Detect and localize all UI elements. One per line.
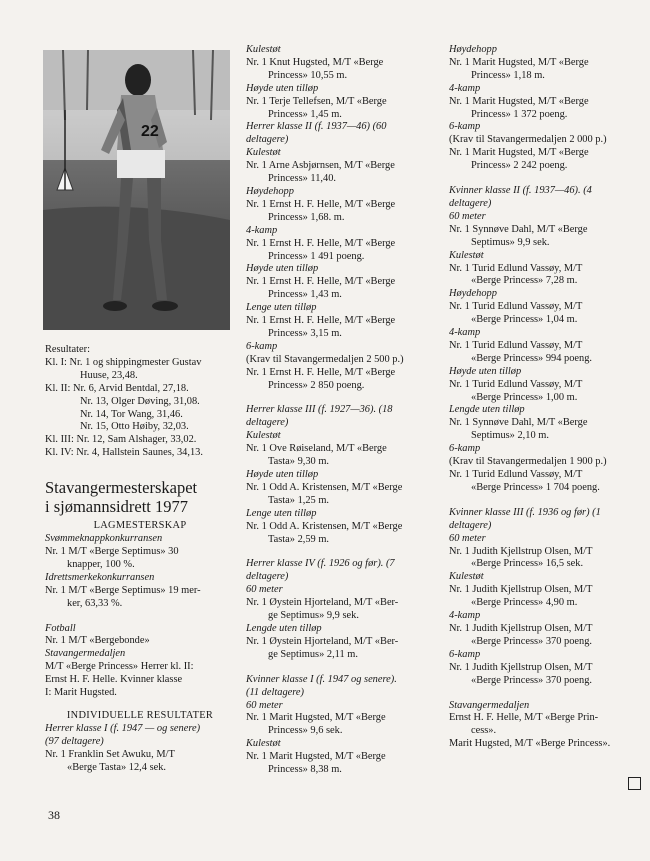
event-heading: Svømmeknappkonkurransen [45,533,163,545]
result-line: Nr. 1 Ernst H. F. Helle, M/T «Berge [246,237,396,249]
page-title [45,478,235,516]
result-line: Princess» 3,15 m. [268,327,342,339]
result-line: Nr. 1 Odd A. Kristensen, M/T «Berge [246,520,403,532]
spacer [449,173,642,185]
result-line: «Berge Princess» 7,28 m. [471,275,578,287]
event-heading: Kulestøt [246,147,281,159]
event-heading: 6-kamp [449,443,481,455]
result-line: I: Marit Hugsted. [45,687,117,699]
event-heading: Lenge uten tilløp [246,302,317,314]
result-line: Nr. 1 Ernst H. F. Helle, M/T «Berge [246,366,396,378]
event-heading: Kulestøt [246,430,281,442]
event-heading: Lenge uten tilløp [246,507,317,519]
event-heading: Stavangermedaljen [449,699,530,711]
spacer [449,495,642,507]
result-line: Princess» 1,43 m. [268,289,342,301]
result-line: Nr. 1 Judith Kjellstrup Olsen, M/T [449,661,593,673]
event-heading: (97 deltagere) [45,735,104,747]
title-line-2: i sjømannsidrett 1977 [45,497,188,517]
column-3 [449,44,642,751]
result-line: Princess» 1,45 m. [268,108,342,120]
result-entry: Kl. II: Nr. 6, Arvid Bentdal, 27,18. [45,382,189,394]
event-heading: 4-kamp [246,224,278,236]
result-line: Nr. 1 Øystein Hjorteland, M/T «Ber- [246,635,399,647]
result-line: Nr. 1 Turid Edlund Vassøy, M/T [449,301,583,313]
result-line: Ernst H. F. Helle, M/T «Berge Prin- [449,712,599,724]
page-number: 38 [48,808,60,822]
result-entry: Kl. III: Nr. 12, Sam Alshager, 33,02. [45,434,197,446]
result-line: cess». [471,725,497,737]
event-heading: Kulestøt [246,44,281,55]
spacer [246,392,438,404]
event-heading: 4-kamp [449,610,481,622]
result-line: Princess» 1 491 poeng. [268,250,365,262]
event-heading: 60 meter [246,584,283,596]
result-line: Nr. 1 Knut Hugsted, M/T «Berge [246,56,384,68]
result-line: Nr. 1 Marit Hugsted, M/T «Berge [449,95,589,107]
result-line: Nr. 1 Turid Edlund Vassøy, M/T [449,262,583,274]
event-heading: Kvinner klasse I (f. 1947 og senere). [246,673,397,685]
event-heading: deltagere) [449,197,492,209]
result-entry: Nr. 14, Tor Wang, 31,46. [80,408,183,420]
result-line: «Berge Tasta» 12,4 sek. [67,761,167,773]
result-line: Nr. 1 Franklin Set Awuku, M/T [45,748,175,760]
result-line: Nr. 1 Odd A. Kristensen, M/T «Berge [246,481,403,493]
result-line: Nr. 1 Marit Hugsted, M/T «Berge [449,147,589,159]
result-line: Nr. 1 Turid Edlund Vassøy, M/T [449,378,583,390]
result-line: Nr. 1 M/T «Berge Septimus» 30 [45,545,179,557]
event-heading: 6-kamp [449,648,481,660]
result-line: «Berge Princess» 4,90 m. [471,597,578,609]
event-heading: Herrer klasse II (f. 1937—46) (60 [246,121,387,133]
event-heading: 60 meter [246,699,283,711]
result-line: «Berge Princess» 1,04 m. [471,314,578,326]
result-line: «Berge Princess» 1,00 m. [471,391,578,403]
result-line: Nr. 1 Judith Kjellstrup Olsen, M/T [449,584,593,596]
result-line: Princess» 10,55 m. [268,69,348,81]
spacer [246,546,438,558]
results-list [45,357,235,460]
result-line: Nr. 1 Turid Edlund Vassøy, M/T [449,469,583,480]
event-heading: Kvinner klasse II (f. 1937—46). (4 [449,185,592,197]
result-line: Nr. 1 Ernst H. F. Helle, M/T «Berge [246,315,396,327]
result-line: Nr. 1 Ove Røiseland, M/T «Berge [246,443,387,455]
result-line: Nr. 1 Judith Kjellstrup Olsen, M/T [449,545,593,557]
event-heading: Kulestøt [449,249,484,261]
event-heading: Høyde uten tilløp [246,469,319,480]
result-line: Princess» 9,6 sek. [268,725,343,737]
result-entry: Kl. IV: Nr. 4, Hallstein Saunes, 34,13. [45,447,203,459]
event-heading: 60 meter [449,210,486,222]
result-line: Nr. 1 Synnøve Dahl, M/T «Berge [449,417,588,429]
result-line: Nr. 1 Marit Hugsted, M/T «Berge [246,712,386,724]
event-heading: Kulestøt [449,571,484,583]
runner-photo [43,50,230,330]
result-line: Nr. 1 Ernst H. F. Helle, M/T «Berge [246,198,396,210]
result-line: Septimus» 9,9 sek. [471,236,550,248]
section-heading-individuelle: INDIVIDUELLE RESULTATER [66,709,214,721]
title-line-1: Stavangermesterskapet [45,478,198,498]
event-heading: Høyde uten tilløp [246,82,319,94]
result-line: «Berge Princess» 1 704 poeng. [471,481,600,493]
event-heading: Herrer klasse I (f. 1947 — og senere) [45,722,201,734]
section-heading-lagmesterskap: LAGMESTERSKAP [93,520,187,532]
result-line: ge Septimus» 9,9 sek. [268,610,359,622]
event-heading: Herrer klasse III (f. 1927—36). (18 [246,404,393,416]
result-line: Princess» 8,38 m. [268,764,342,776]
result-line: «Berge Princess» 370 poeng. [471,635,593,647]
event-heading: deltagere) [246,571,289,583]
result-line: Tasta» 2,59 m. [268,533,330,545]
result-line: Nr. 1 Arne Asbjørnsen, M/T «Berge [246,160,395,172]
event-heading: Stavangermedaljen [45,648,126,660]
result-line: Nr. 1 Judith Kjellstrup Olsen, M/T [449,622,593,634]
spacer [449,688,642,700]
column-2 [246,44,438,777]
result-line: Nr. 1 Marit Hugsted, M/T «Berge [449,56,589,68]
result-line: Tasta» 1,25 m. [268,494,330,506]
result-entry: Nr. 13, Olger Døving, 31,08. [80,395,200,407]
event-heading: Kvinner klasse III (f. 1936 og før) (1 [449,506,601,518]
column-1 [45,344,235,774]
event-heading: deltagere) [246,417,289,429]
event-heading: Lengde uten tilløp [449,404,525,416]
event-heading: Høydehopp [246,185,294,197]
result-entry: Kl. I: Nr. 1 og shippingmester Gustav [45,356,202,368]
result-line: ker, 63,33 %. [67,597,123,609]
result-line: Nr. 1 Turid Edlund Vassøy, M/T [449,339,583,351]
result-line: (Krav til Stavangermedaljen 1 900 p.) [449,456,607,468]
event-heading: Kulestøt [246,738,281,750]
result-entry: Huuse, 23,48. [80,369,138,381]
individuelle-block [45,723,235,775]
event-heading: Fotball [45,622,76,634]
result-line: knapper, 100 %. [67,558,135,570]
event-heading: Høydehopp [449,288,497,300]
result-line: Princess» 1 372 poeng. [471,108,568,120]
result-line: «Berge Princess» 370 poeng. [471,674,593,686]
result-line: Nr. 1 Marit Hugsted, M/T «Berge [246,751,386,763]
result-line: ge Septimus» 2,11 m. [268,648,358,660]
event-heading: 6-kamp [246,340,278,352]
event-heading: 4-kamp [449,327,481,339]
result-line: Nr. 1 M/T «Berge Septimus» 19 mer- [45,584,201,596]
event-heading: Høyde uten tilløp [246,263,319,275]
lagmesterskap-block [45,533,235,700]
event-heading: Idrettsmerkekonkurransen [45,571,155,583]
event-heading: Lengde uten tilløp [246,622,322,634]
result-line: Nr. 1 Terje Tellefsen, M/T «Berge [246,95,387,107]
event-heading: 4-kamp [449,82,481,94]
result-line: Princess» 1,18 m. [471,69,545,81]
event-heading: (11 deltagere) [246,686,304,698]
result-entry: Nr. 15, Otto Høiby, 32,03. [80,421,189,433]
result-line: «Berge Princess» 994 poeng. [471,352,593,364]
result-line: Princess» 11,40. [268,173,337,185]
end-of-article-box [628,777,641,790]
event-heading: Høyde uten tilløp [449,365,522,377]
event-heading: deltagere) [449,519,492,531]
result-line: (Krav til Stavangermedaljen 2 500 p.) [246,353,404,365]
result-line: Nr. 1 Øystein Hjorteland, M/T «Ber- [246,597,399,609]
result-line: Ernst H. F. Helle. Kvinner klasse [45,674,183,686]
result-line: Nr. 1 Synnøve Dahl, M/T «Berge [449,223,588,235]
event-heading: 60 meter [449,532,486,544]
event-heading: 6-kamp [449,121,481,133]
event-heading: deltagere) [246,134,289,146]
result-line: Princess» 2 850 poeng. [268,379,365,391]
event-heading: Herrer klasse IV (f. 1926 og før). (7 [246,558,395,570]
result-line: Septimus» 2,10 m. [471,430,549,442]
bib-number: 22 [141,123,159,140]
spacer [45,611,235,623]
results-heading: Resultater: [45,344,91,355]
result-line: Marit Hugsted, M/T «Berge Princess». [449,738,611,750]
result-line: «Berge Princess» 16,5 sek. [471,558,584,570]
result-line: M/T «Berge Princess» Herrer kl. II: [45,661,194,673]
result-line: Princess» 2 242 poeng. [471,160,568,172]
result-line: Nr. 1 M/T «Bergebonde» [45,635,150,647]
spacer [246,662,438,674]
result-line: (Krav til Stavangermedaljen 2 000 p.) [449,134,607,146]
result-line: Princess» 1,68. m. [268,211,345,223]
result-line: Nr. 1 Ernst H. F. Helle, M/T «Berge [246,276,396,288]
result-line: Tasta» 9,30 m. [268,456,330,468]
event-heading: Høydehopp [449,44,497,55]
results-block [45,344,235,460]
